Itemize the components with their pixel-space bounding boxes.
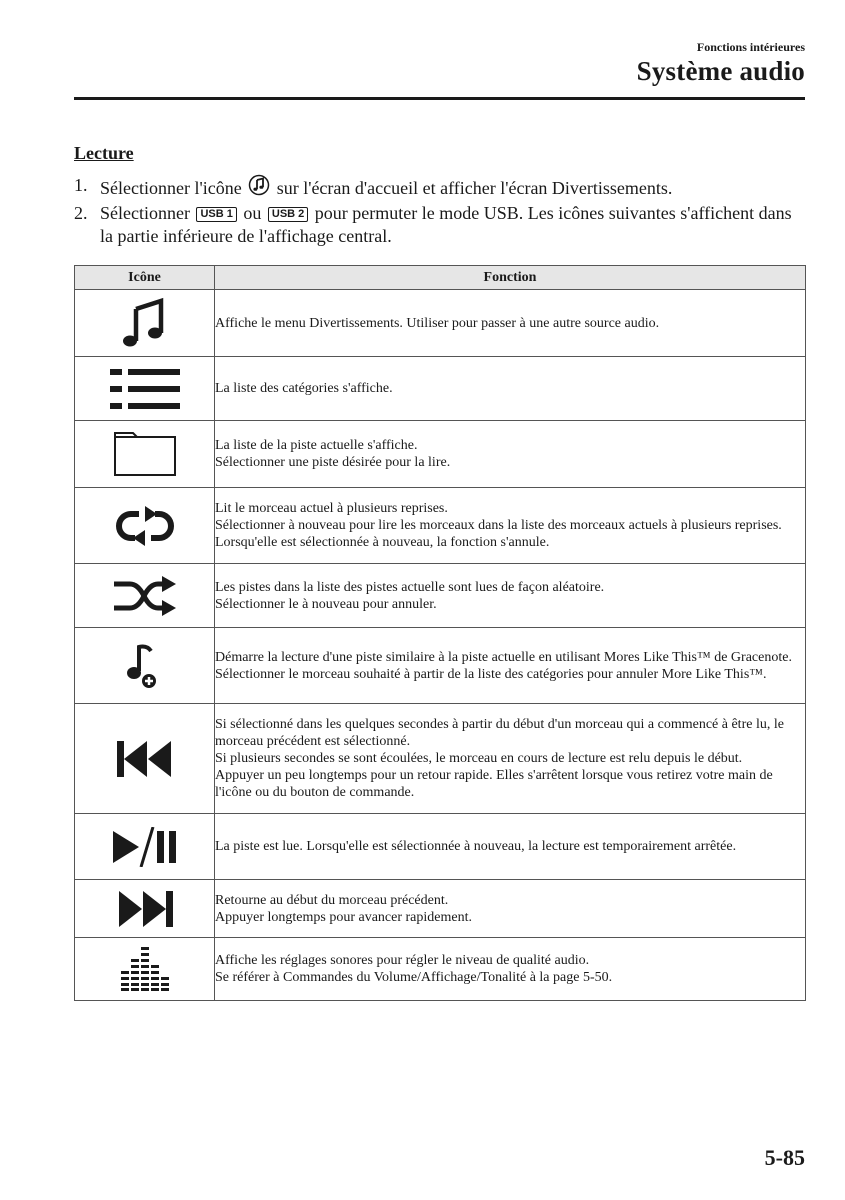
function-cell xyxy=(215,357,806,421)
function-cell xyxy=(215,564,806,628)
description-line: Affiche les réglages sonores pour régler le niveau de qualité audio. xyxy=(215,953,590,968)
icon-cell xyxy=(75,938,215,1001)
icon-cell xyxy=(75,357,215,421)
table-row xyxy=(75,628,806,704)
table-header-row xyxy=(75,266,806,290)
step-number: 1. xyxy=(74,175,88,195)
column-header-icon: Icône xyxy=(75,266,215,290)
description-line: La liste de la piste actuelle s'affiche. xyxy=(215,438,418,453)
function-cell xyxy=(215,488,806,564)
folder-icon xyxy=(75,431,214,477)
table-row xyxy=(75,488,806,564)
step-number: 2. xyxy=(74,203,88,223)
step-text: Sélectionner l'icône xyxy=(100,178,242,198)
description-line: Si plusieurs secondes se sont écoulées, le morceau en cours de lecture est relu depuis le début. xyxy=(215,751,743,766)
table-row xyxy=(75,880,806,938)
description-line: Démarre la lecture d'une piste similaire à la piste actuelle en utilisant Mores Like This™ de Gracenote. xyxy=(215,649,792,665)
list-icon xyxy=(75,367,214,411)
table-row xyxy=(75,704,806,814)
header-rule xyxy=(74,97,805,100)
icon-cell xyxy=(75,814,215,880)
description-line: Sélectionner à nouveau pour lire les morceaux dans la liste des morceaux actuels à plusieurs reprises. xyxy=(215,518,782,533)
function-cell xyxy=(215,938,806,1001)
description-line: Se référer à Commandes du Volume/Affichage/Tonalité à la page 5-50. xyxy=(215,970,613,985)
page-number: 5-85 xyxy=(764,1145,805,1170)
icon-cell xyxy=(75,880,215,938)
description-line: Sélectionner le à nouveau pour annuler. xyxy=(215,596,437,612)
icon-cell xyxy=(75,628,215,704)
step-2 xyxy=(74,202,809,248)
description-line: Lit le morceau actuel à plusieurs reprises. xyxy=(215,501,448,516)
step-text: Sélectionner xyxy=(100,203,190,223)
description-line: Appuyer longtemps pour avancer rapidement. xyxy=(215,909,472,925)
description-line: Affiche le menu Divertissements. Utiliser pour passer à une autre source audio. xyxy=(215,315,660,331)
function-cell xyxy=(215,814,806,880)
function-cell xyxy=(215,290,806,357)
table-row xyxy=(75,564,806,628)
step-1 xyxy=(74,174,809,202)
icon-cell xyxy=(75,421,215,488)
icon-cell xyxy=(75,704,215,814)
section-heading: Lecture xyxy=(74,143,134,163)
step-text: sur l'écran d'accueil et afficher l'écran Divertissements. xyxy=(276,178,673,198)
table-row xyxy=(75,938,806,1001)
step-text: ou xyxy=(243,203,262,223)
icon-function-table xyxy=(74,265,806,1001)
header-section-label: Fonctions intérieures xyxy=(696,40,805,54)
play-pause-icon xyxy=(75,827,214,867)
description-line: Les pistes dans la liste des pistes actuelle sont lues de façon aléatoire. xyxy=(215,579,605,595)
icon-cell xyxy=(75,564,215,628)
description-line: Lorsqu'elle est sélectionnée à nouveau, la fonction s'annule. xyxy=(215,535,550,550)
more-like-this-icon xyxy=(75,641,214,691)
function-cell xyxy=(215,628,806,704)
column-header-function: Fonction xyxy=(215,266,806,290)
shuffle-icon xyxy=(75,576,214,616)
table-row xyxy=(75,290,806,357)
table-row xyxy=(75,814,806,880)
usb1-button-glyph: USB 1 xyxy=(196,207,236,222)
function-cell xyxy=(215,704,806,814)
icon-cell xyxy=(75,290,215,357)
table-row xyxy=(75,421,806,488)
repeat-icon xyxy=(75,506,214,546)
description-line: Si sélectionné dans les quelques secondes à partir du début d'un morceau qui a commencé à être lu, le morceau précédent est sélectionné. xyxy=(215,717,784,749)
icon-cell xyxy=(75,488,215,564)
steps-list xyxy=(74,174,809,248)
step-text: pour permuter le mode USB. Les icônes suivantes s'affichent dans la partie inférieure de l'affichage central. xyxy=(100,203,792,246)
usb2-button-glyph: USB 2 xyxy=(268,207,308,222)
equalizer-icon xyxy=(75,947,214,991)
description-line: Sélectionner une piste désirée pour la lire. xyxy=(215,455,451,470)
music-note-icon xyxy=(248,174,270,202)
page-title: Système audio xyxy=(636,56,805,86)
table-row xyxy=(75,357,806,421)
function-cell xyxy=(215,421,806,488)
previous-track-icon xyxy=(75,741,214,777)
description-line: Sélectionner le morceau souhaité à partir de la liste des catégories pour annuler More Like This™. xyxy=(215,666,767,682)
function-cell xyxy=(215,880,806,938)
description-line: Appuyer un peu longtemps pour un retour rapide. Elles s'arrêtent lorsque vous retirez votre main de l'icône ou du bouton de commande. xyxy=(215,768,773,800)
music-note-icon xyxy=(75,297,214,349)
description-line: La liste des catégories s'affiche. xyxy=(215,381,393,396)
description-line: La piste est lue. Lorsqu'elle est sélectionnée à nouveau, la lecture est temporairement arrêtée. xyxy=(215,839,737,854)
next-track-icon xyxy=(75,891,214,927)
description-line: Retourne au début du morceau précédent. xyxy=(215,892,449,908)
